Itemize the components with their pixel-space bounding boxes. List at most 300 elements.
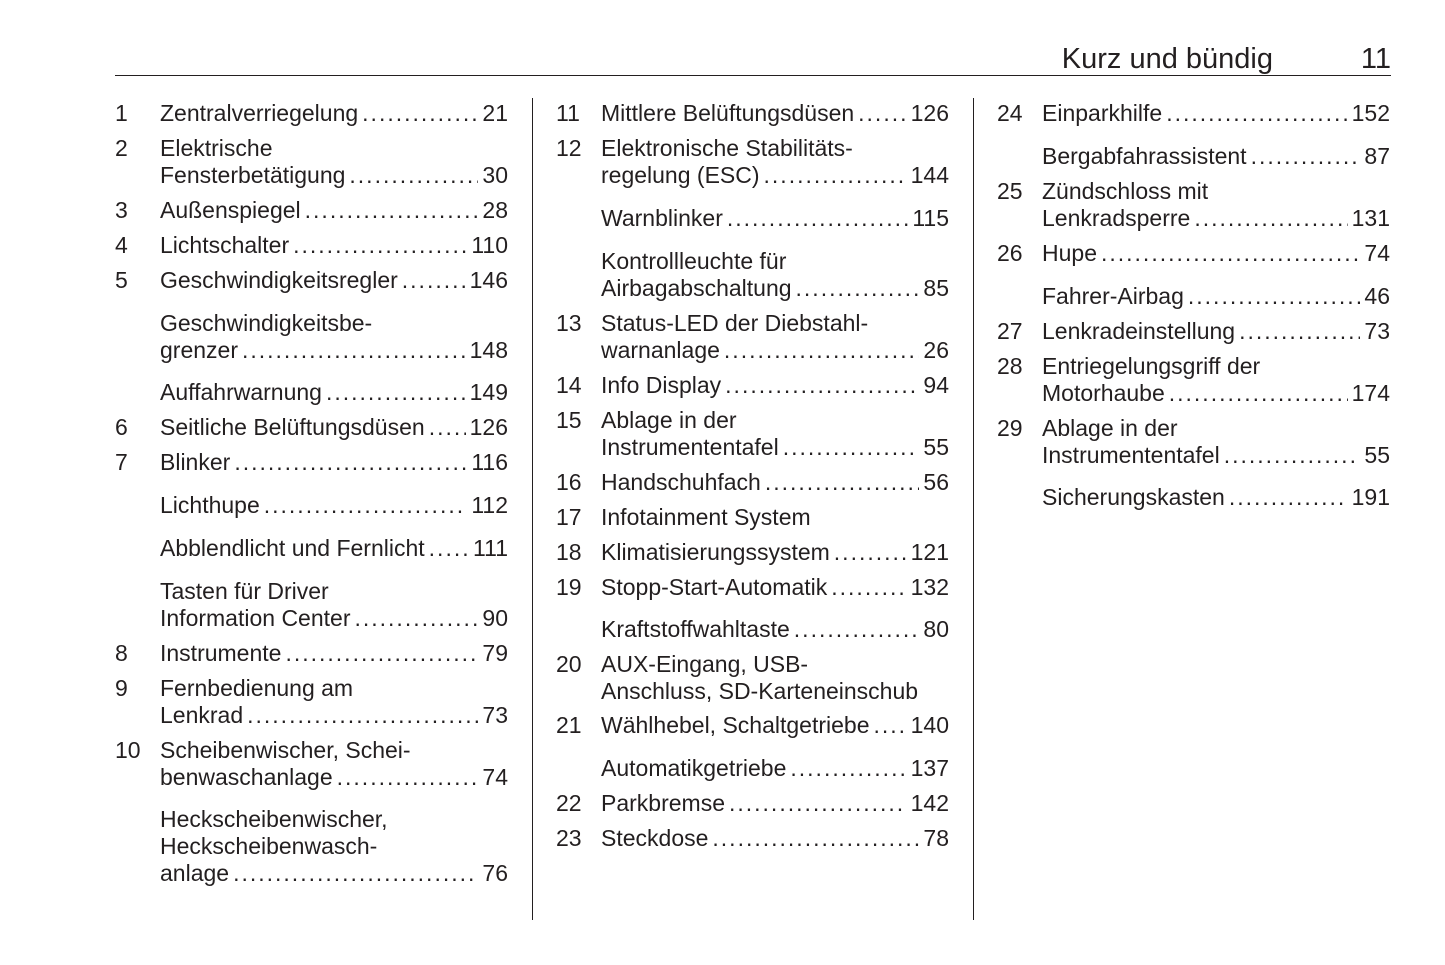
entry-number: 13	[556, 310, 582, 336]
entry-text	[1042, 283, 1390, 310]
entry-page-ref: 21	[482, 100, 508, 126]
column-divider	[532, 98, 533, 920]
entry-line	[160, 737, 508, 764]
index-entry	[115, 806, 508, 887]
index-entry	[556, 574, 949, 601]
entry-page-ref: 146	[469, 267, 508, 293]
index-entry	[115, 675, 508, 729]
entry-label: Lichthupe	[160, 492, 260, 518]
entry-page-ref: 152	[1351, 100, 1390, 126]
entry-text	[160, 737, 508, 791]
entry-label: Instrumente	[160, 640, 282, 666]
entry-line	[160, 162, 508, 189]
entry-number: 25	[997, 178, 1023, 204]
entry-label: Geschwindigkeitsbe-	[160, 310, 373, 336]
entry-line	[160, 310, 508, 337]
entry-label: Lichtschalter	[160, 232, 290, 258]
entry-text	[601, 539, 949, 566]
entry-line	[1042, 178, 1390, 205]
index-entry	[556, 616, 949, 643]
entry-line	[601, 678, 949, 705]
entry-number: 18	[556, 539, 582, 565]
entry-number: 23	[556, 825, 582, 851]
entry-line	[1042, 205, 1390, 232]
index-entry	[115, 449, 508, 476]
index-entry	[997, 100, 1390, 127]
entry-page-ref: 80	[923, 616, 949, 642]
entry-label: Sicherungskasten	[1042, 484, 1225, 510]
entry-number: 1	[115, 100, 128, 126]
entry-text	[601, 574, 949, 601]
dot-leader	[305, 197, 479, 224]
entry-text	[160, 135, 508, 189]
entry-label: Motorhaube	[1042, 380, 1165, 406]
index-entry	[115, 737, 508, 791]
entry-line	[160, 232, 508, 259]
dot-leader	[834, 539, 907, 566]
entry-text	[1042, 484, 1390, 511]
entry-text	[1042, 318, 1390, 345]
dot-leader	[337, 764, 479, 791]
entry-line	[160, 492, 508, 519]
entry-label: Info Display	[601, 372, 722, 398]
entry-text	[1042, 178, 1390, 232]
entry-text	[160, 197, 508, 224]
dot-leader	[326, 379, 466, 406]
entry-page-ref: 94	[923, 372, 949, 398]
entry-label: Mittlere Belüftungsdüsen	[601, 100, 855, 126]
dot-leader	[429, 414, 466, 441]
index-entry	[115, 492, 508, 519]
entry-label: Geschwindigkeitsregler	[160, 267, 398, 293]
entry-text	[601, 135, 949, 189]
entry-label: Ablage in der	[601, 407, 737, 433]
page-number: 11	[1360, 43, 1391, 75]
dot-leader	[727, 205, 908, 232]
entry-page-ref: 144	[910, 162, 949, 188]
entry-number: 22	[556, 790, 582, 816]
entry-page-ref: 132	[910, 574, 949, 600]
entry-page-ref: 56	[923, 469, 949, 495]
dot-leader	[764, 162, 907, 189]
entry-line	[1042, 283, 1390, 310]
entry-label: Airbagabschaltung	[601, 275, 792, 301]
entry-label: warnanlage	[601, 337, 720, 363]
index-entry	[997, 240, 1390, 267]
entry-page-ref: 137	[910, 755, 949, 781]
dot-leader	[1239, 318, 1360, 345]
entry-label: Zündschloss mit	[1042, 178, 1209, 204]
entry-text	[160, 379, 508, 406]
index-entry	[115, 379, 508, 406]
entry-label: Einparkhilfe	[1042, 100, 1163, 126]
entry-label: Automatikgetriebe	[601, 755, 787, 781]
entry-text	[160, 267, 508, 294]
entry-label: Elektrische	[160, 135, 273, 161]
index-entry	[556, 712, 949, 739]
entry-text	[160, 100, 508, 127]
index-entry	[556, 539, 949, 566]
entry-line	[160, 605, 508, 632]
index-entry	[556, 205, 949, 232]
entry-text	[160, 535, 508, 562]
index-entry	[997, 143, 1390, 170]
entry-label: Handschuhfach	[601, 469, 761, 495]
entry-label: grenzer	[160, 337, 238, 363]
entry-number: 20	[556, 651, 582, 677]
entry-page-ref: 115	[912, 205, 949, 231]
entry-page-ref: 79	[482, 640, 508, 666]
entry-line	[160, 806, 508, 833]
entry-line	[160, 833, 508, 860]
index-entry	[997, 178, 1390, 232]
entry-text	[601, 407, 949, 461]
dot-leader	[796, 275, 920, 302]
entry-line	[601, 504, 949, 531]
entry-line	[601, 434, 949, 461]
index-entry	[115, 414, 508, 441]
dot-leader	[1229, 484, 1348, 511]
entry-line	[160, 449, 508, 476]
entry-number: 15	[556, 407, 582, 433]
section-title: Kurz und bündig	[1061, 43, 1273, 75]
index-entry	[556, 825, 949, 852]
column-divider	[973, 98, 974, 920]
entry-text	[601, 372, 949, 399]
entry-number: 3	[115, 197, 128, 223]
entry-label: Infotainment System	[601, 504, 811, 530]
entry-text	[1042, 100, 1390, 127]
index-entry	[556, 504, 949, 531]
entry-line	[601, 712, 949, 739]
entry-line	[601, 310, 949, 337]
entry-text	[601, 616, 949, 643]
entry-line	[160, 337, 508, 364]
entry-label: Ablage in der	[1042, 415, 1178, 441]
entry-line	[1042, 484, 1390, 511]
entry-text	[160, 414, 508, 441]
entry-line	[160, 197, 508, 224]
entry-label: Fernbedienung am	[160, 675, 354, 701]
index-entry	[115, 310, 508, 364]
dot-leader	[783, 434, 920, 461]
entry-label: Blinker	[160, 449, 231, 475]
entry-line	[1042, 380, 1390, 407]
entry-line	[160, 135, 508, 162]
entry-page-ref: 140	[910, 712, 949, 738]
entry-line	[160, 100, 508, 127]
entry-label: Entriegelungsgriff der	[1042, 353, 1261, 379]
entry-number: 8	[115, 640, 128, 666]
entry-label: AUX-Eingang, USB-	[601, 651, 809, 677]
entry-line	[160, 860, 508, 887]
dot-leader	[234, 449, 467, 476]
entry-text	[160, 675, 508, 729]
dot-leader	[1101, 240, 1360, 267]
entry-label: Lenkradeinstellung	[1042, 318, 1236, 344]
entry-number: 19	[556, 574, 582, 600]
entry-text	[601, 469, 949, 496]
dot-leader	[1251, 143, 1361, 170]
entry-page-ref: 142	[910, 790, 949, 816]
entry-line	[601, 337, 949, 364]
entry-page-ref: 28	[482, 197, 508, 223]
entry-label: Heckscheibenwasch-	[160, 833, 378, 859]
entry-text	[160, 449, 508, 476]
entry-line	[601, 469, 949, 496]
entry-label: Außenspiegel	[160, 197, 301, 223]
entry-line	[601, 162, 949, 189]
entry-number: 21	[556, 712, 582, 738]
entry-line	[601, 790, 949, 817]
dot-leader	[1224, 442, 1361, 469]
dot-leader	[794, 616, 920, 643]
entry-label: Klimatisierungssystem	[601, 539, 830, 565]
entry-text	[601, 755, 949, 782]
dot-leader	[362, 100, 478, 127]
entry-label: benwaschanlage	[160, 764, 333, 790]
entry-label: regelung (ESC)	[601, 162, 760, 188]
entry-number: 6	[115, 414, 128, 440]
entry-line	[601, 205, 949, 232]
entry-page-ref: 73	[1364, 318, 1390, 344]
entry-label: Lenkrad	[160, 702, 244, 728]
entry-label: Stopp-Start-Automatik	[601, 574, 828, 600]
entry-label: Tasten für Driver	[160, 578, 329, 604]
dot-leader	[724, 337, 919, 364]
entry-number: 11	[556, 100, 580, 126]
entry-page-ref: 116	[471, 449, 508, 475]
index-entry	[556, 790, 949, 817]
entry-label: Fahrer-Airbag	[1042, 283, 1184, 309]
entry-number: 10	[115, 737, 141, 763]
dot-leader	[349, 162, 478, 189]
entry-label: Wählhebel, Schaltgetriebe	[601, 712, 870, 738]
entry-line	[160, 764, 508, 791]
dot-leader	[1194, 205, 1347, 232]
entry-label: Bergabfahrassistent	[1042, 143, 1247, 169]
index-entry	[997, 484, 1390, 511]
index-entry	[115, 135, 508, 189]
entry-line	[601, 616, 949, 643]
entry-label: Zentralverriegelung	[160, 100, 359, 126]
entry-page-ref: 111	[473, 535, 508, 561]
entry-text	[160, 492, 508, 519]
entry-page-ref: 78	[923, 825, 949, 851]
entry-text	[160, 232, 508, 259]
page-header	[115, 38, 1391, 74]
dot-leader	[725, 372, 919, 399]
entry-line	[160, 640, 508, 667]
entry-label: Seitliche Belüftungsdüsen	[160, 414, 425, 440]
entry-label: Scheibenwischer, Schei-	[160, 737, 411, 763]
index-entry	[115, 535, 508, 562]
entry-label: Information Center	[160, 605, 351, 631]
entry-number: 24	[997, 100, 1023, 126]
index-entry	[556, 469, 949, 496]
dot-leader	[765, 469, 920, 496]
entry-page-ref: 55	[1364, 442, 1390, 468]
entry-label: Anschluss, SD-Karteneinschub	[601, 678, 919, 704]
entry-text	[160, 578, 508, 632]
entry-number: 9	[115, 675, 128, 701]
entry-number: 27	[997, 318, 1023, 344]
entry-line	[601, 372, 949, 399]
entry-number: 2	[115, 135, 128, 161]
entry-text	[1042, 143, 1390, 170]
entry-label: Lenkradsperre	[1042, 205, 1191, 231]
entry-line	[160, 675, 508, 702]
entry-page-ref: 30	[482, 162, 508, 188]
dot-leader	[874, 712, 907, 739]
entry-label: Status-LED der Diebstahl-	[601, 310, 869, 336]
entry-text	[601, 310, 949, 364]
dot-leader	[729, 790, 907, 817]
entry-text	[601, 100, 949, 127]
entry-page-ref: 26	[923, 337, 949, 363]
entry-line	[160, 578, 508, 605]
dot-leader	[1166, 100, 1347, 127]
dot-leader	[242, 337, 466, 364]
entry-label: Parkbremse	[601, 790, 725, 816]
entry-line	[1042, 143, 1390, 170]
entry-number: 28	[997, 353, 1023, 379]
entry-label: Elektronische Stabilitäts-	[601, 135, 853, 161]
entry-line	[601, 651, 949, 678]
dot-leader	[858, 100, 906, 127]
entry-text	[601, 651, 949, 705]
index-entry	[115, 267, 508, 294]
entry-label: Heckscheibenwischer,	[160, 806, 388, 832]
dot-leader	[285, 640, 478, 667]
entry-line	[601, 407, 949, 434]
entry-text	[160, 640, 508, 667]
entry-number: 12	[556, 135, 582, 161]
dot-leader	[264, 492, 468, 519]
entry-number: 4	[115, 232, 128, 258]
dot-leader	[293, 232, 467, 259]
entry-page-ref: 191	[1351, 484, 1390, 510]
dot-leader	[402, 267, 466, 294]
entry-text	[601, 825, 949, 852]
entry-label: Kontrollleuchte für	[601, 248, 787, 274]
entry-line	[160, 702, 508, 729]
entry-line	[1042, 415, 1390, 442]
dot-leader	[712, 825, 919, 852]
entry-label: Fensterbetätigung	[160, 162, 346, 188]
dot-leader	[233, 860, 478, 887]
entry-line	[160, 267, 508, 294]
entry-label: Kraftstoffwahltaste	[601, 616, 790, 642]
entry-line	[601, 135, 949, 162]
entry-text	[601, 248, 949, 302]
entry-page-ref: 46	[1364, 283, 1390, 309]
entry-page-ref: 74	[1364, 240, 1390, 266]
entry-text	[601, 205, 949, 232]
entry-line	[601, 755, 949, 782]
index-entry	[556, 372, 949, 399]
entry-text	[601, 712, 949, 739]
index-entry	[556, 135, 949, 189]
entry-number: 26	[997, 240, 1023, 266]
entry-text	[160, 806, 508, 887]
entry-page-ref: 55	[923, 434, 949, 460]
entry-number: 16	[556, 469, 582, 495]
entry-page-ref: 76	[482, 860, 508, 886]
entry-page-ref: 121	[910, 539, 949, 565]
entry-page-ref: 74	[482, 764, 508, 790]
entry-label: Auffahrwarnung	[160, 379, 322, 405]
dot-leader	[429, 535, 469, 562]
entry-label: Hupe	[1042, 240, 1097, 266]
index-entry	[556, 651, 949, 705]
entry-text	[601, 790, 949, 817]
entry-page-ref: 73	[482, 702, 508, 728]
index-entry	[997, 353, 1390, 407]
entry-line	[601, 574, 949, 601]
entry-line	[601, 100, 949, 127]
entry-line	[1042, 240, 1390, 267]
entry-number: 14	[556, 372, 582, 398]
entry-page-ref: 90	[482, 605, 508, 631]
entry-label: Instrumententafel	[601, 434, 779, 460]
index-entry	[556, 310, 949, 364]
index-entry	[556, 407, 949, 461]
entry-number: 17	[556, 504, 582, 530]
entry-line	[601, 825, 949, 852]
entry-page-ref: 148	[469, 337, 508, 363]
entry-page-ref: 149	[469, 379, 508, 405]
index-entry	[997, 415, 1390, 469]
entry-page-ref: 126	[469, 414, 508, 440]
dot-leader	[790, 755, 906, 782]
entry-text	[601, 504, 949, 531]
entry-text	[1042, 353, 1390, 407]
dot-leader	[1169, 380, 1348, 407]
index-entry	[115, 232, 508, 259]
entry-page-ref: 126	[910, 100, 949, 126]
entry-page-ref: 87	[1364, 143, 1390, 169]
entry-line	[601, 275, 949, 302]
index-entry	[556, 100, 949, 127]
entry-page-ref: 131	[1351, 205, 1390, 231]
entry-label: Steckdose	[601, 825, 709, 851]
entry-label: Warnblinker	[601, 205, 723, 231]
entry-line	[160, 414, 508, 441]
entry-text	[1042, 240, 1390, 267]
dot-leader	[831, 574, 906, 601]
entry-line	[160, 535, 508, 562]
entry-line	[601, 539, 949, 566]
entry-line	[1042, 100, 1390, 127]
index-entry	[115, 578, 508, 632]
entry-text	[1042, 415, 1390, 469]
dot-leader	[354, 605, 478, 632]
entry-line	[1042, 318, 1390, 345]
index-entry	[115, 640, 508, 667]
entry-line	[160, 379, 508, 406]
entry-number: 7	[115, 449, 128, 475]
entry-line	[1042, 353, 1390, 380]
index-entry	[115, 100, 508, 127]
entry-text	[160, 310, 508, 364]
index-entry	[556, 755, 949, 782]
entry-line	[601, 248, 949, 275]
entry-page-ref: 85	[923, 275, 949, 301]
entry-line	[1042, 442, 1390, 469]
entry-page-ref: 112	[471, 492, 508, 518]
entry-page-ref: 110	[471, 232, 508, 258]
